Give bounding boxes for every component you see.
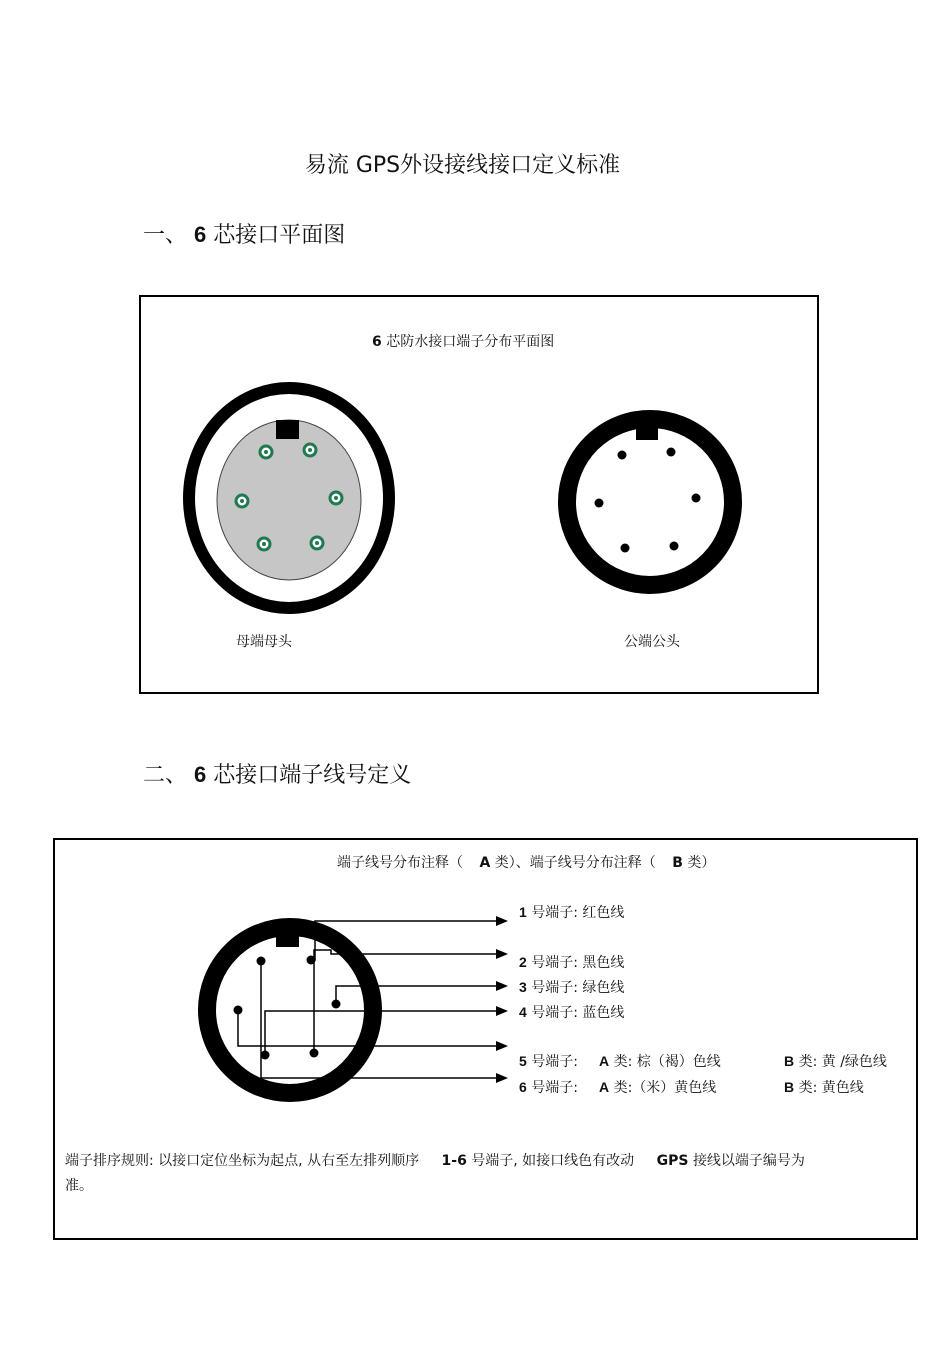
wire-6-text: 号端子:	[531, 1080, 578, 1096]
figure-1-caption-bold: 6	[372, 334, 382, 350]
section-2-bold: 6	[194, 762, 207, 787]
ordering-rule-line-1	[65, 1150, 805, 1170]
rule-text-b: 1-6	[441, 1153, 467, 1169]
male-label: 公端公头	[624, 634, 680, 650]
section-1-number: 一、	[143, 223, 188, 248]
section-2-text: 芯接口端子线号定义	[213, 763, 412, 788]
female-connector-icon	[189, 388, 389, 608]
male-connector-icon	[567, 412, 733, 585]
wire-6-b-text: 类: 黄色线	[798, 1080, 864, 1096]
wire-5-a-type	[599, 1051, 721, 1071]
figure-2-header-c: 类）	[687, 855, 716, 871]
wire-4-text: 号端子: 蓝色线	[531, 1005, 625, 1021]
rule-text-e: 接线以端子编号为	[692, 1153, 805, 1169]
wire-5-a-label: A	[599, 1053, 610, 1069]
wire-6-num: 6	[519, 1079, 527, 1095]
wire-5-a-text: 类: 棕（褐）色线	[613, 1054, 721, 1070]
wire-2-num: 2	[519, 954, 527, 970]
wire-4-num: 4	[519, 1004, 527, 1020]
wire-6-a-label: A	[599, 1079, 610, 1095]
figure-2-header-b-bold: B	[672, 855, 683, 871]
wire-6-a-type	[599, 1077, 716, 1097]
rule-text-a: 端子排序规则: 以接口定位坐标为起点, 从右至左排列顺序	[65, 1153, 420, 1169]
wire-label-1	[519, 902, 624, 922]
wire-label-6	[519, 1077, 578, 1097]
section-2-number: 二、	[143, 763, 188, 788]
figure-2-header-a: 端子线号分布注释（	[337, 855, 463, 871]
wire-2-text: 号端子: 黑色线	[531, 955, 625, 971]
wire-3-num: 3	[519, 979, 527, 995]
section-1-bold: 6	[194, 222, 207, 247]
wire-label-5	[519, 1051, 578, 1071]
rule-text-c: 号端子, 如接口线色有改动	[471, 1153, 635, 1169]
wire-5-num: 5	[519, 1053, 527, 1069]
wire-5-text: 号端子:	[531, 1054, 578, 1070]
wire-3-text: 号端子: 绿色线	[531, 980, 625, 996]
figure-1-caption-text: 芯防水接口端子分布平面图	[386, 334, 555, 350]
wire-5-b-label: B	[784, 1053, 795, 1069]
document-title: 易流 GPS外设接线接口定义标准	[304, 153, 621, 178]
section-1-text: 芯接口平面图	[213, 223, 346, 248]
wire-label-3	[519, 977, 624, 997]
wire-label-2	[519, 952, 624, 972]
wire-label-4	[519, 1002, 624, 1022]
female-label: 母端母头	[236, 634, 292, 650]
wire-5-b-type	[784, 1051, 887, 1071]
rule-text-d: GPS	[656, 1153, 689, 1169]
wire-definition-figure	[53, 838, 918, 1240]
wire-6-b-type	[784, 1077, 864, 1097]
wire-5-b-text: 类: 黄 /绿色线	[798, 1054, 887, 1070]
wire-6-a-text: 类:（米）黄色线	[613, 1080, 717, 1096]
wire-6-b-label: B	[784, 1079, 795, 1095]
ordering-rule-line-2: 准。	[65, 1178, 93, 1194]
wire-1-num: 1	[519, 904, 527, 920]
section-2-heading	[143, 758, 411, 789]
wire-1-text: 号端子: 红色线	[531, 905, 625, 921]
figure-2-header	[337, 852, 715, 872]
figure-2-header-a-bold: A	[479, 855, 491, 871]
figure-2-header-b: 类）、端子线号分布注释（	[494, 855, 656, 871]
